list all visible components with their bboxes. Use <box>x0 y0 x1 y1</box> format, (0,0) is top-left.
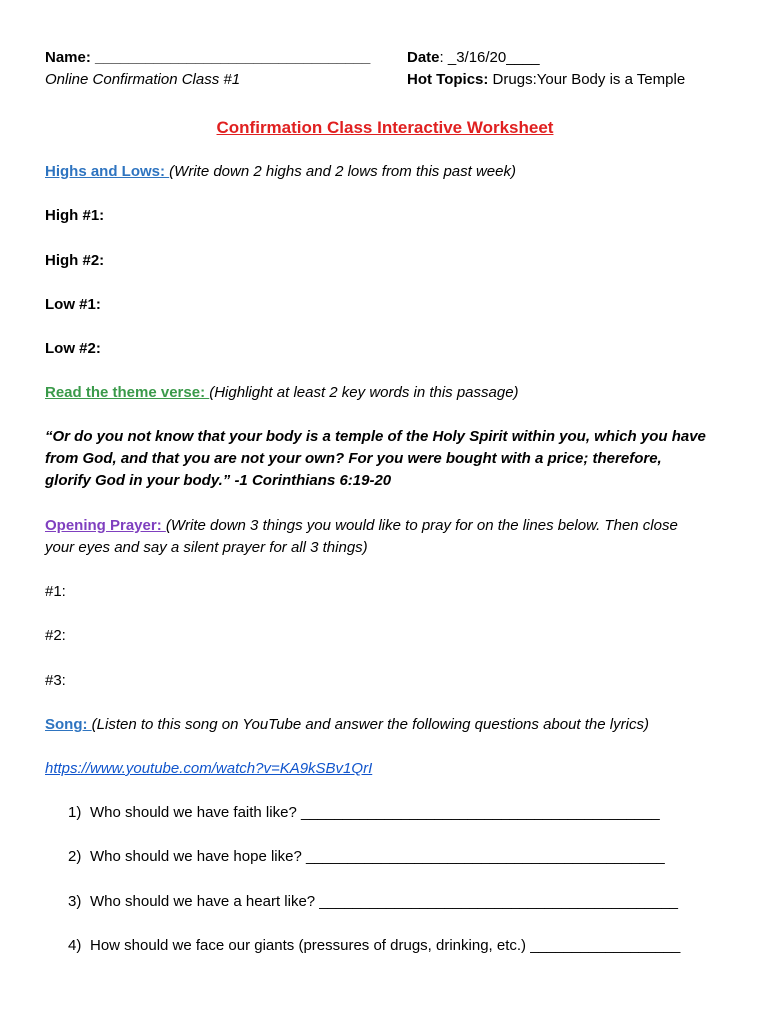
hot-topics-value: Drugs:Your Body is a Temple <box>488 71 686 88</box>
theme-verse-heading: Read the theme verse: <box>45 384 210 401</box>
question-text: Who should we have a heart like? ___________________________________________ <box>90 893 679 910</box>
question-text: Who should we have faith like? ___________________________________________ <box>90 804 660 821</box>
prayer-item-3: #3: <box>45 672 66 689</box>
question-item <box>68 847 665 867</box>
hot-topics-label: Hot Topics: <box>407 71 489 88</box>
question-item <box>68 892 678 912</box>
highs-lows-instruction: (Write down 2 highs and 2 lows from this past week) <box>169 163 516 180</box>
opening-prayer-instruction: (Write down 3 things you would like to pray for on the lines below. Then close <box>165 517 678 534</box>
theme-verse-instruction: (Highlight at least 2 key words in this passage) <box>209 384 519 401</box>
highs-lows-heading: Highs and Lows: <box>45 163 170 180</box>
high-2-label: High #2: <box>45 252 105 269</box>
hot-topics-row <box>407 70 685 90</box>
verse-line: glorify God in your body.” -1 Corinthians 6:19-20 <box>45 472 392 489</box>
question-number: 4) <box>68 937 82 954</box>
prayer-item-2: #2: <box>45 627 66 644</box>
song-heading: Song: <box>45 716 92 733</box>
question-number: 1) <box>68 804 82 821</box>
theme-verse-heading-row <box>45 383 519 403</box>
question-text: How should we face our giants (pressures of drugs, drinking, etc.) __________________ <box>90 937 681 954</box>
date-row <box>407 48 540 68</box>
class-name: Online Confirmation Class #1 <box>45 71 241 88</box>
opening-prayer-instruction-cont: your eyes and say a silent prayer for all 3 things) <box>45 539 368 556</box>
name-label: Name: <box>45 49 91 66</box>
song-instruction: (Listen to this song on YouTube and answer the following questions about the lyrics) <box>91 716 649 733</box>
highs-lows-heading-row <box>45 162 516 182</box>
high-1-label: High #1: <box>45 207 105 224</box>
question-item <box>68 936 680 956</box>
name-row <box>45 48 370 68</box>
song-heading-row <box>45 715 649 735</box>
verse-line: “Or do you not know that your body is a temple of the Holy Spirit within you, which you have <box>45 428 706 445</box>
prayer-item-1: #1: <box>45 583 66 600</box>
name-blank[interactable]: _________________________________ <box>90 49 371 66</box>
question-number: 3) <box>68 893 82 910</box>
song-link[interactable]: https://www.youtube.com/watch?v=KA9kSBv1QrI <box>45 760 373 777</box>
verse-line: from God, and that you are not your own? For you were bought with a price; therefore, <box>45 450 662 467</box>
low-2-label: Low #2: <box>45 340 101 357</box>
date-value: : _3/16/20____ <box>439 49 540 66</box>
opening-prayer-heading: Opening Prayer: <box>45 517 166 534</box>
question-number: 2) <box>68 848 82 865</box>
worksheet-title: Confirmation Class Interactive Worksheet <box>216 118 554 137</box>
low-1-label: Low #1: <box>45 296 101 313</box>
question-text: Who should we have hope like? ___________________________________________ <box>90 848 665 865</box>
song-link-row <box>45 759 372 779</box>
opening-prayer-heading-row <box>45 516 678 536</box>
date-label: Date <box>407 49 440 66</box>
question-item <box>68 803 660 823</box>
